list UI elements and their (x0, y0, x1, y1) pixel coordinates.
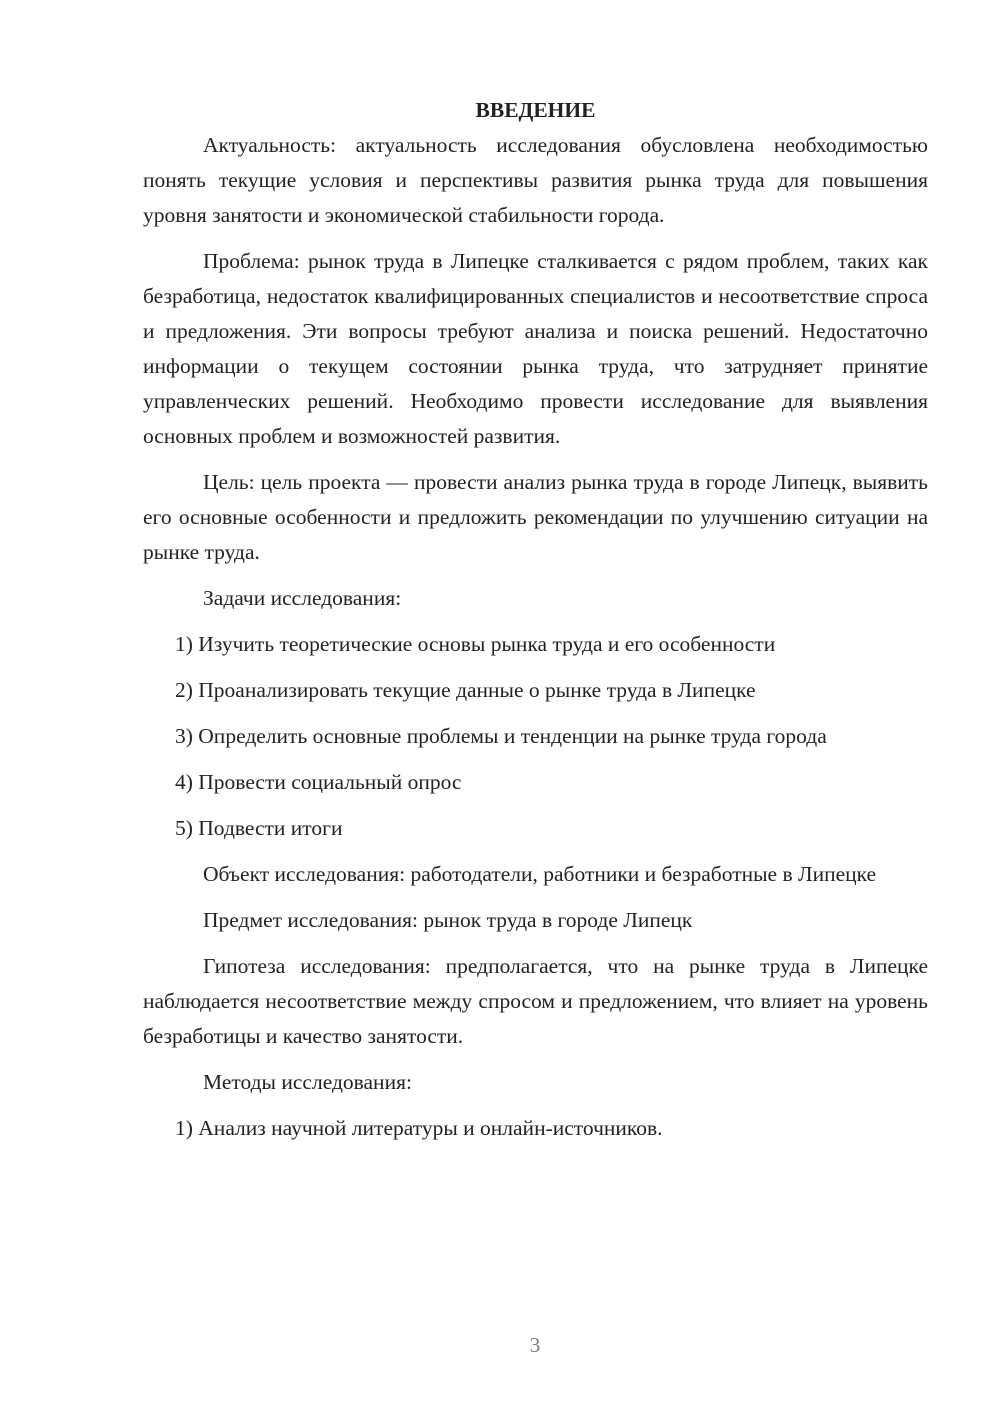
goal-paragraph: Цель: цель проекта — провести анализ рынка труда в городе Липецк, выявить его основные особенности и предложить рекомендации по улучшению ситуации на рынке труда. (143, 470, 928, 564)
section-title: ВВЕДЕНИЕ (475, 98, 596, 122)
task-item: 4) Провести социальный опрос (175, 770, 462, 794)
task-item: 5) Подвести итоги (175, 816, 343, 840)
problem-paragraph: Проблема: рынок труда в Липецке сталкивается с рядом проблем, таких как безработица, недостаток квалифицированных специалистов и несоответствие спроса и предложения. Эти вопросы требуют анализа и поиска решений. Недостаточно информации о текущем состоянии рынка труда, что затрудняет принятие управленческих решений. Необходимо провести исследование для выявления основных проблем и возможностей развития. (143, 249, 928, 448)
subject-paragraph: Предмет исследования: рынок труда в городе Липецк (203, 908, 693, 932)
task-item: 2) Проанализировать текущие данные о рынке труда в Липецке (175, 678, 756, 702)
methods-heading: Методы исследования: (203, 1070, 412, 1094)
method-item: 1) Анализ научной литературы и онлайн-источников. (175, 1116, 663, 1140)
page-number: 3 (529, 1333, 541, 1357)
task-item: 1) Изучить теоретические основы рынка труда и его особенности (175, 632, 776, 656)
tasks-heading: Задачи исследования: (203, 586, 402, 610)
task-item: 3) Определить основные проблемы и тенденции на рынке труда города (175, 724, 827, 748)
page-content (143, 93, 928, 1157)
object-paragraph: Объект исследования: работодатели, работники и безработные в Липецке (203, 862, 877, 886)
hypothesis-paragraph: Гипотеза исследования: предполагается, что на рынке труда в Липецке наблюдается несоответствие между спросом и предложением, что влияет на уровень безработицы и качество занятости. (143, 954, 928, 1048)
relevance-paragraph: Актуальность: актуальность исследования обусловлена необходимостью понять текущие условия и перспективы развития рынка труда для повышения уровня занятости и экономической стабильности города. (143, 133, 928, 227)
